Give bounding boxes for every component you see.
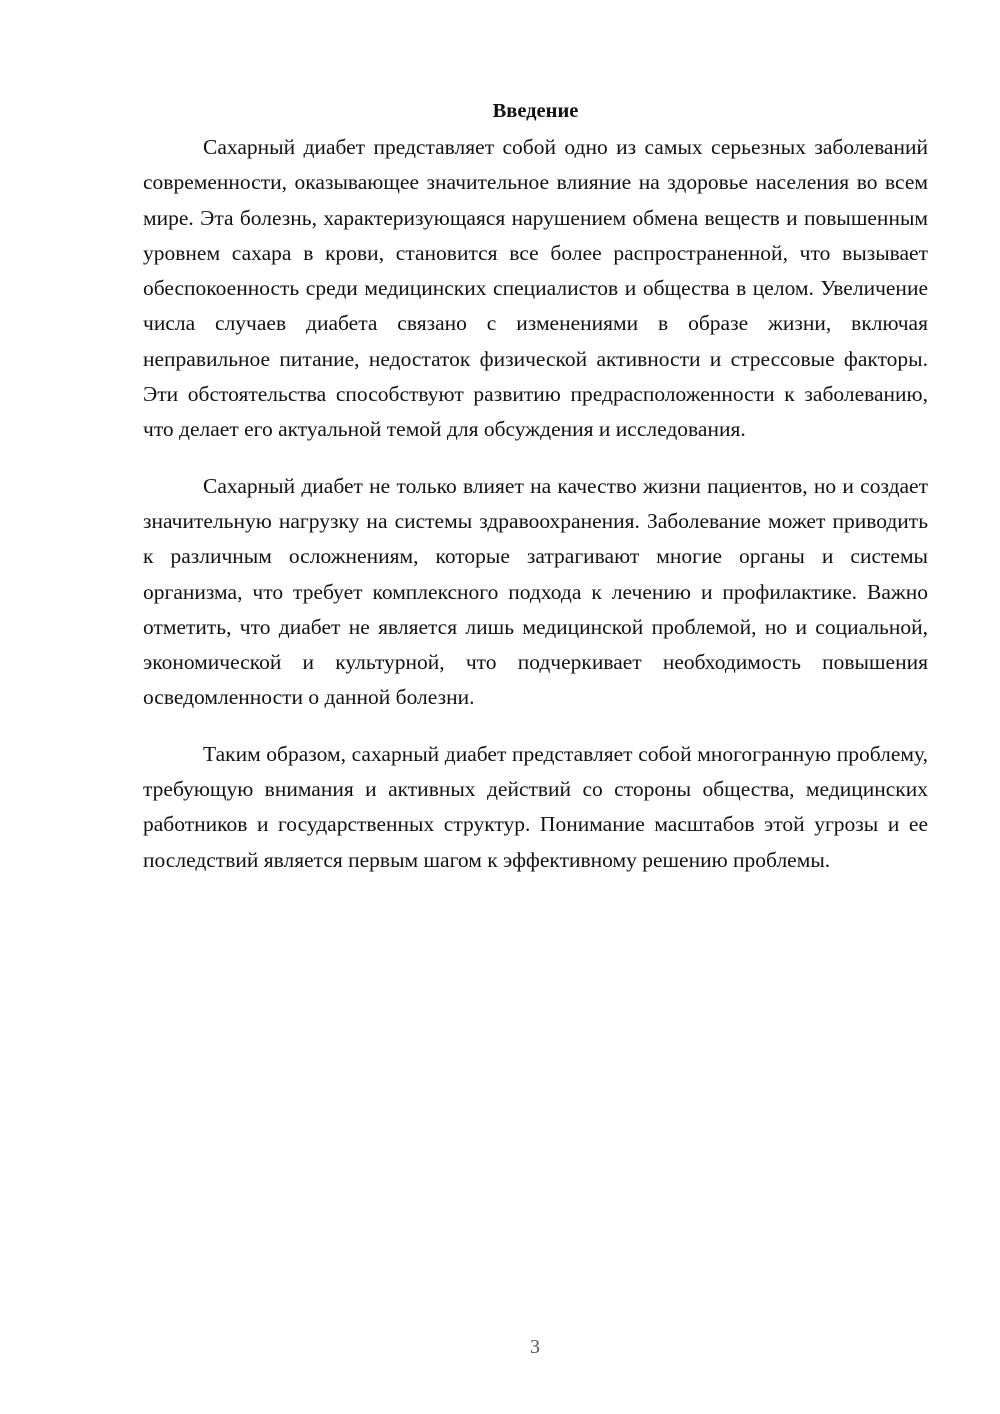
paragraph-3: Таким образом, сахарный диабет представляет собой многогранную проблему, требующую внимания и активных действий со стороны общества, медицинских работников и государственных структур. Понимание масштабов этой угрозы и ее последствий является первым шагом к эффективному решению проблемы. — [143, 741, 928, 872]
page-number: 3 — [530, 1336, 540, 1358]
document-body — [143, 96, 928, 899]
paragraph-2: Сахарный диабет не только влияет на качество жизни пациентов, но и создает значительную нагрузку на системы здравоохранения. Заболевание может приводить к различным осложнениям, которые затрагивают многие органы и системы организма, что требует комплексного подхода к лечению и профилактике. Важно отметить, что диабет не является лишь медицинской проблемой, но и социальной, экономической и культурной, что подчеркивает необходимость повышения осведомленности о данной болезни. — [143, 473, 928, 710]
section-heading: Введение — [492, 100, 579, 122]
paragraph-1: Сахарный диабет представляет собой одно из самых серьезных заболеваний современности, оказывающее значительное влияние на здоровье населения во всем мире. Эта болезнь, характеризующаяся нарушением обмена веществ и повышенным уровнем сахара в крови, становится все более распространенной, что вызывает обеспокоенность среди медицинских специалистов и общества в целом. Увеличение числа случаев диабета связано с изменениями в образе жизни, включая неправильное питание, недостаток физической активности и стрессовые факторы. Эти обстоятельства способствуют развитию предрасположенности к заболеванию, что делает его актуальной темой для обсуждения и исследования. — [143, 135, 928, 442]
